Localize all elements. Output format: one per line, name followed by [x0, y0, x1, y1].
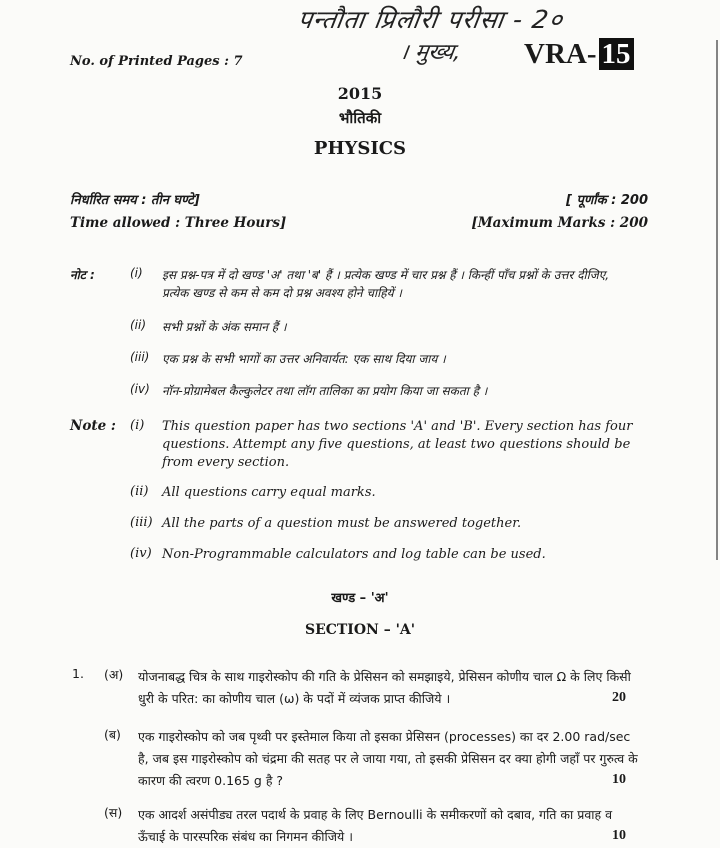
- subject-hindi: भौतिकी: [338, 109, 382, 127]
- section-heading-english: SECTION – 'A': [304, 622, 416, 638]
- handwritten-title: पन्तौता प्रिलौरी परीसा - 2०: [295, 5, 566, 34]
- paper-code: [524, 38, 634, 71]
- time-english: Time allowed : Three Hours]: [70, 215, 287, 231]
- scan-edge-line: [716, 40, 718, 560]
- paper-code-number: 15: [599, 38, 634, 70]
- section-heading-hindi: खण्ड – 'अ': [331, 591, 389, 606]
- meta-hindi: [70, 190, 648, 208]
- meta-english: [70, 215, 648, 231]
- english-note-label: Note :: [70, 418, 116, 434]
- time-hindi: निर्धारित समय : तीन घण्टे]: [70, 193, 200, 208]
- exam-page: पन्तौता प्रिलौरी परीसा - 2० । मुख्य, No. of Printed Pages : 7 VRA- 15 2015 भौतिकी PHYSICS निर्धारित समय : तीन घण्टे] [ पूर्णांक : 200 Time allowed : Three Hours] [Maximum Marks : 200 नोट : (i) इस प्रश्न-पत्र में दो खण्ड 'अ' तथा 'ब' हैं । प्रत्येक खण्ड में चार प्रश्न हैं । किन्हीं पाँच प्रश्नों के उत्तर दीजिए, प्रत्येक खण्ड से कम से कम दो प्रश्न अवश्य होने चाहियें । (ii) सभी प्रश्नों के अंक समान हैं । (iii) एक प्रश्न के सभी भागों का उत्तर अनिवार्यत: एक साथ दिया जाय । (iv) नॉन-प्रोग्रामेबल कैल्कुलेटर तथा लॉग तालिका का प्रयोग किया जा सकता है । Note : (i) This question paper has two sections 'A' and 'B'. Every section has four questions. Attempt any five questions, at least two questions should be from every section. (ii) All questions carry equal marks. (iii) All the parts of a question must be answered together. (iv) Non-Programmable calculators and log table can be used. खण्ड – 'अ' SECTION – 'A' 1. (अ) योजनाबद्ध चित्र के साथ गाइरोस्कोप की गति के प्रेसिसन को समझाइये, प्रेसिसन कोणीय चाल Ω के लिए किसी धुरी के परित: का कोणीय चाल (ω) के पदों में व्यंजक प्राप्त कीजिये । 20 (ब) एक गाइरोस्कोप को जब पृथ्वी पर इस्तेमाल किया तो इसका प्रेसिसन (processes) का दर 2.00 rad/sec है, जब इस गाइरोस्कोप को चंद्रमा की सतह पर ले जाया गया, तो इसकी प्रेसिसन दर क्या होगी जहाँ पर गुरुत्व के कारण की त्वरण 0.165 g है ? 10 (स) एक आदर्श असंपीड्य तरल पदार्थ के प्रवाह के लिए Bernoulli के समीकरणों को दबाव, गति का प्रवाह व ऊँचाई के पारस्परिक संबंध का निगमन कीजिये । 10: [0, 0, 720, 848]
- handwritten-subtitle: । मुख्य,: [398, 40, 463, 65]
- marks-hindi: [ पूर्णांक : 200: [566, 193, 648, 208]
- exam-year: 2015: [337, 84, 383, 103]
- printed-pages: No. of Printed Pages : 7: [70, 54, 243, 69]
- subject-english: PHYSICS: [313, 138, 407, 159]
- hindi-note-label: नोट :: [70, 268, 95, 282]
- marks-english: [Maximum Marks : 200: [471, 215, 648, 231]
- paper-code-prefix: VRA-: [524, 38, 597, 70]
